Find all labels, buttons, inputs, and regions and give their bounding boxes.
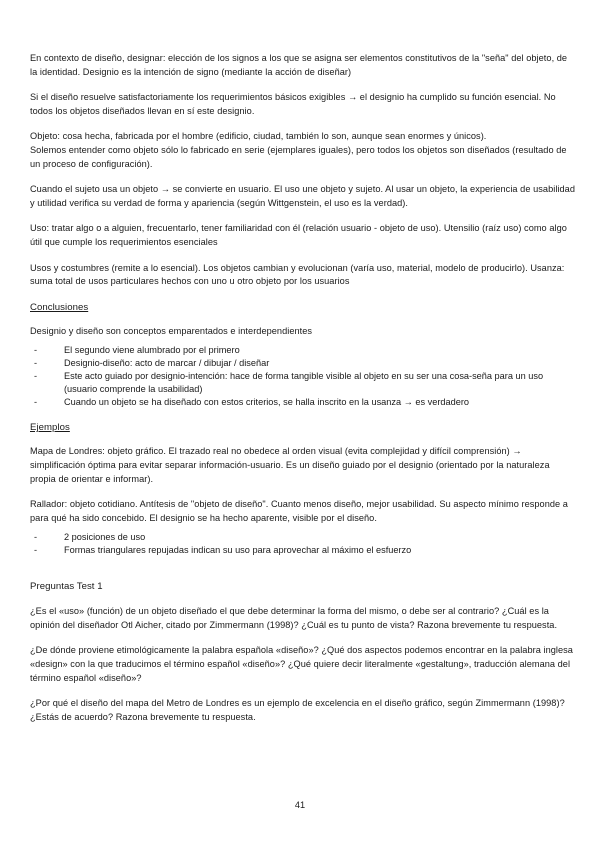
paragraph-objeto-serie: Solemos entender como objeto sólo lo fabricado en serie (ejemplares iguales), pero todos los objetos son diseñados (resultado de un proceso de configuración). bbox=[30, 144, 567, 169]
paragraph-designar: En contexto de diseño, designar: elección de los signos a los que se asigna ser elementos constitutivos de la "seña" del objeto, de la identidad. Designio es la intención de signo (mediante la acción de diseñar) bbox=[30, 53, 568, 77]
list-item: - El segundo viene alumbrado por el primero bbox=[34, 345, 240, 356]
paragraph-uso: Uso: tratar algo o a alguien, frecuentarlo, tener familiaridad con él (relación usuario - objeto de uso). Utensilio (raíz uso) como algo útil que cumple los requerimientos esenciales bbox=[30, 223, 567, 247]
test-question-3: ¿Por qué el diseño del mapa del Metro de Londres es un ejemplo de excelencia en el diseño gráfico, según Zimmermann (1998)? ¿Estás de acuerdo? Razona brevemente tu respuesta. bbox=[30, 698, 565, 722]
conclusiones-heading: Conclusiones bbox=[30, 301, 89, 313]
bullet-dash: - bbox=[34, 371, 38, 382]
list-item: - Formas triangulares repujadas indican su uso para aprovechar al máximo el esfuerzo bbox=[34, 545, 412, 556]
bullet-dash: - bbox=[34, 397, 38, 408]
paragraph-objeto: Objeto: cosa hecha, fabricada por el hombre (edificio, ciudad, también lo son, aunque sean enormes y únicos). bbox=[30, 131, 487, 142]
conclusiones-list bbox=[30, 344, 575, 409]
paragraph-usos-costumbres: Usos y costumbres (remite a lo esencial). Los objetos cambian y evolucionan (varía uso, material, modelo de producirlo). Usanza: suma total de usos particulares hechos con uno u otro objeto por los usuarios bbox=[30, 262, 565, 287]
ejemplos-list bbox=[30, 531, 575, 557]
test-title: Preguntas Test 1 bbox=[30, 581, 103, 593]
page-number: 41 bbox=[294, 800, 306, 810]
list-item: - Este acto guiado por designio-intención: hace de forma tangible visible al objeto en su ser una cosa-seña para un uso (usuario comprende la usabilidad) bbox=[34, 371, 544, 395]
bullet-dash: - bbox=[34, 358, 38, 369]
document-page bbox=[30, 52, 575, 724]
list-item: - 2 posiciones de uso bbox=[34, 532, 146, 543]
paragraph-usuario: Cuando el sujeto usa un objeto → se convierte en usuario. El uso une objeto y sujeto. Al usar un objeto, la experiencia de usabilidad y utilidad verifica su verdad de forma y apariencia (según Wittgenstein, el uso es la verdad). bbox=[30, 184, 575, 208]
conclusiones-intro: Designio y diseño son conceptos emparentados e interdependientes bbox=[30, 325, 313, 336]
bullet-dash: - bbox=[34, 545, 38, 556]
test-question-1: ¿Es el «uso» (función) de un objeto diseñado el que debe determinar la forma del mismo, o debe ser al contrario? ¿Cuál es la opinión del diseñador Otl Aicher, citado por Zimmermann (1998)? ¿Cuál es tu punto de vista? Razona brevemente tu respuesta. bbox=[30, 606, 558, 630]
list-item: - Designio-diseño: acto de marcar / dibujar / diseñar bbox=[34, 358, 270, 369]
paragraph-designio-funcion: Si el diseño resuelve satisfactoriamente los requerimientos básicos exigibles → el designio ha cumplido su función esencial. No todos los objetos diseñados llevan en sí este designio. bbox=[30, 92, 556, 116]
bullet-dash: - bbox=[34, 532, 38, 543]
ejemplo-mapa-londres: Mapa de Londres: objeto gráfico. El trazado real no obedece al orden visual (evita complejidad y difícil comprensión) → simplificación óptima para evitar separar información-usuario. Es un diseño guiado por el designio (orientado por la naturaleza propia de orientar e informar). bbox=[30, 446, 550, 484]
ejemplos-heading: Ejemplos bbox=[30, 422, 70, 434]
list-item: - Cuando un objeto se ha diseñado con estos criterios, se halla inscrito en la usanza → es verdadero bbox=[34, 397, 470, 408]
bullet-dash: - bbox=[34, 345, 38, 356]
test-question-2: ¿De dónde proviene etimológicamente la palabra española «diseño»? ¿Qué dos aspectos podemos encontrar en la palabra inglesa «design» con la que traducimos el término español «diseño»? ¿Qué quiere decir literalmente «gestaltung», traducción alemana del término español «diseño»? bbox=[30, 645, 573, 683]
ejemplo-rallador: Rallador: objeto cotidiano. Antítesis de "objeto de diseño". Cuanto menos diseño, mejor usabilidad. Su aspecto mínimo responde a para qué ha sido concebido. El designio se ha hecho aparente, visible por el diseño. bbox=[30, 499, 568, 523]
